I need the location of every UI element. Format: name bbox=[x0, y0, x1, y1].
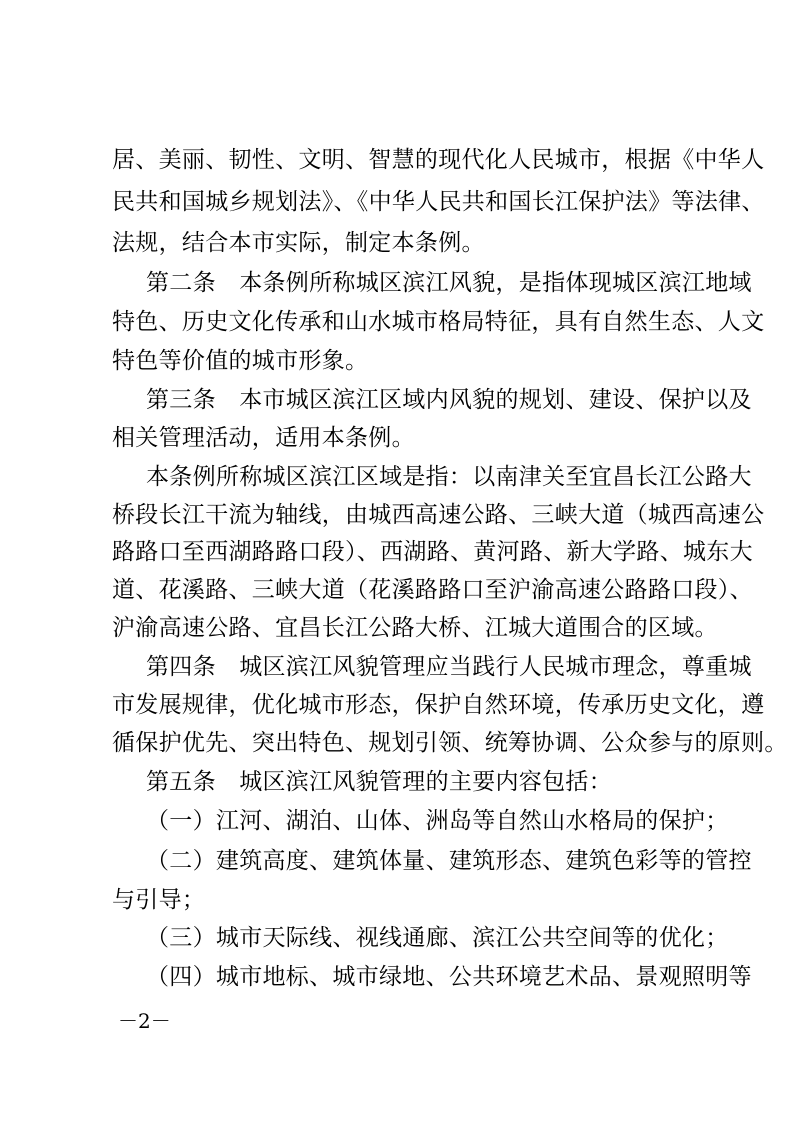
area-definition-line-4: 道、花溪路、三峡大道（花溪路路口至沪渝高速公路路口段）、 bbox=[112, 577, 753, 603]
item-2-line-2: 与引导； bbox=[112, 887, 206, 913]
text-line-1: 居、美丽、韧性、文明、智慧的现代化人民城市，根据《中华人 bbox=[112, 147, 765, 173]
article-4-line-3: 循保护优先、突出特色、规划引领、统筹协调、公众参与的原则。 bbox=[112, 730, 788, 756]
article-5-line-1: 第五条 城区滨江风貌管理的主要内容包括： bbox=[146, 769, 612, 795]
article-2-line-3: 特色等价值的城市形象。 bbox=[112, 348, 369, 374]
area-definition-line-1: 本条例所称城区滨江区域是指：以南津关至宜昌长江公路大 bbox=[146, 464, 752, 490]
item-1: （一）江河、湖泊、山体、洲岛等自然山水格局的保护； bbox=[146, 808, 729, 834]
item-2-line-1: （二）建筑高度、建筑体量、建筑形态、建筑色彩等的管控 bbox=[146, 848, 752, 874]
article-3-line-2: 相关管理活动，适用本条例。 bbox=[112, 425, 415, 451]
article-3-line-1: 第三条 本市城区滨江区域内风貌的规划、建设、保护以及 bbox=[146, 387, 752, 413]
area-definition-line-3: 路路口至西湖路路口段）、西湖路、黄河路、新大学路、城东大 bbox=[112, 539, 753, 565]
text-line-3: 法规，结合本市实际，制定本条例。 bbox=[112, 230, 485, 256]
item-3: （三）城市天际线、视线通廊、滨江公共空间等的优化； bbox=[146, 925, 729, 951]
article-2-line-2: 特色、历史文化传承和山水城市格局特征，具有自然生态、人文 bbox=[112, 309, 765, 335]
area-definition-line-5: 沪渝高速公路、宜昌长江公路大桥、江城大道围合的区域。 bbox=[112, 615, 718, 641]
item-4-line-1: （四）城市地标、城市绿地、公共环境艺术品、景观照明等 bbox=[146, 964, 752, 990]
article-4-line-1: 第四条 城区滨江风貌管理应当践行人民城市理念，尊重城 bbox=[146, 654, 752, 680]
article-2-line-1: 第二条 本条例所称城区滨江风貌，是指体现城区滨江地域 bbox=[146, 270, 752, 296]
area-definition-line-2: 桥段长江干流为轴线，由城西高速公路、三峡大道（城西高速公 bbox=[112, 502, 765, 528]
page-number: －2－ bbox=[118, 1009, 171, 1033]
article-4-line-2: 市发展规律，优化城市形态，保护自然环境，传承历史文化，遵 bbox=[112, 692, 765, 718]
text-line-2: 民共和国城乡规划法》、《中华人民共和国长江保护法》等法律、 bbox=[112, 189, 765, 215]
